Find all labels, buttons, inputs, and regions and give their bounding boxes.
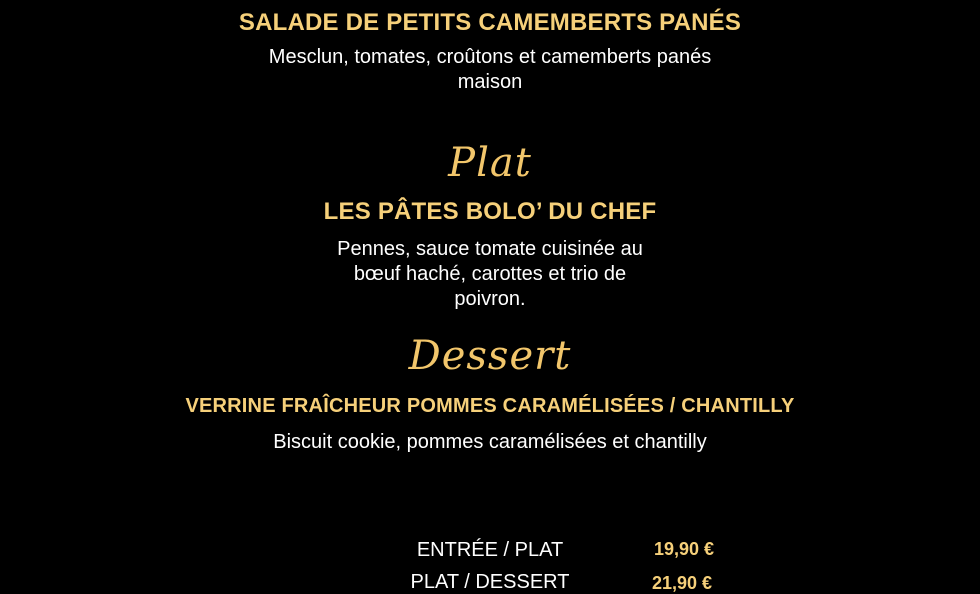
dessert-description-line-1: Biscuit cookie, pommes caramélisées et chantilly — [273, 431, 707, 453]
formula-price-plat-dessert: 21,90 € — [651, 573, 713, 593]
plat-heading: Plat — [448, 140, 532, 186]
entree-title: SALADE DE PETITS CAMEMBERTS PANÉS — [238, 9, 742, 36]
dessert-title: VERRINE FRAÎCHEUR POMMES CARAMÉLISÉES / CHANTILLY — [185, 395, 795, 417]
plat-title: LES PÂTES BOLO’ DU CHEF — [323, 198, 657, 225]
plat-description-line-3: poivron. — [454, 288, 526, 310]
plat-description-line-2: bœuf haché, carottes et trio de — [353, 263, 627, 285]
formula-label-plat-dessert: PLAT / DESSERT — [410, 571, 570, 593]
dessert-heading: Dessert — [408, 333, 572, 379]
plat-description-line-1: Pennes, sauce tomate cuisinée au — [337, 238, 643, 260]
entree-description-line-2: maison — [457, 71, 523, 93]
formula-price-entree-plat: 19,90 € — [653, 539, 715, 559]
formula-label-entree-plat: ENTRÉE / PLAT — [416, 539, 564, 561]
entree-description-line-1: Mesclun, tomates, croûtons et camemberts panés — [268, 46, 712, 68]
